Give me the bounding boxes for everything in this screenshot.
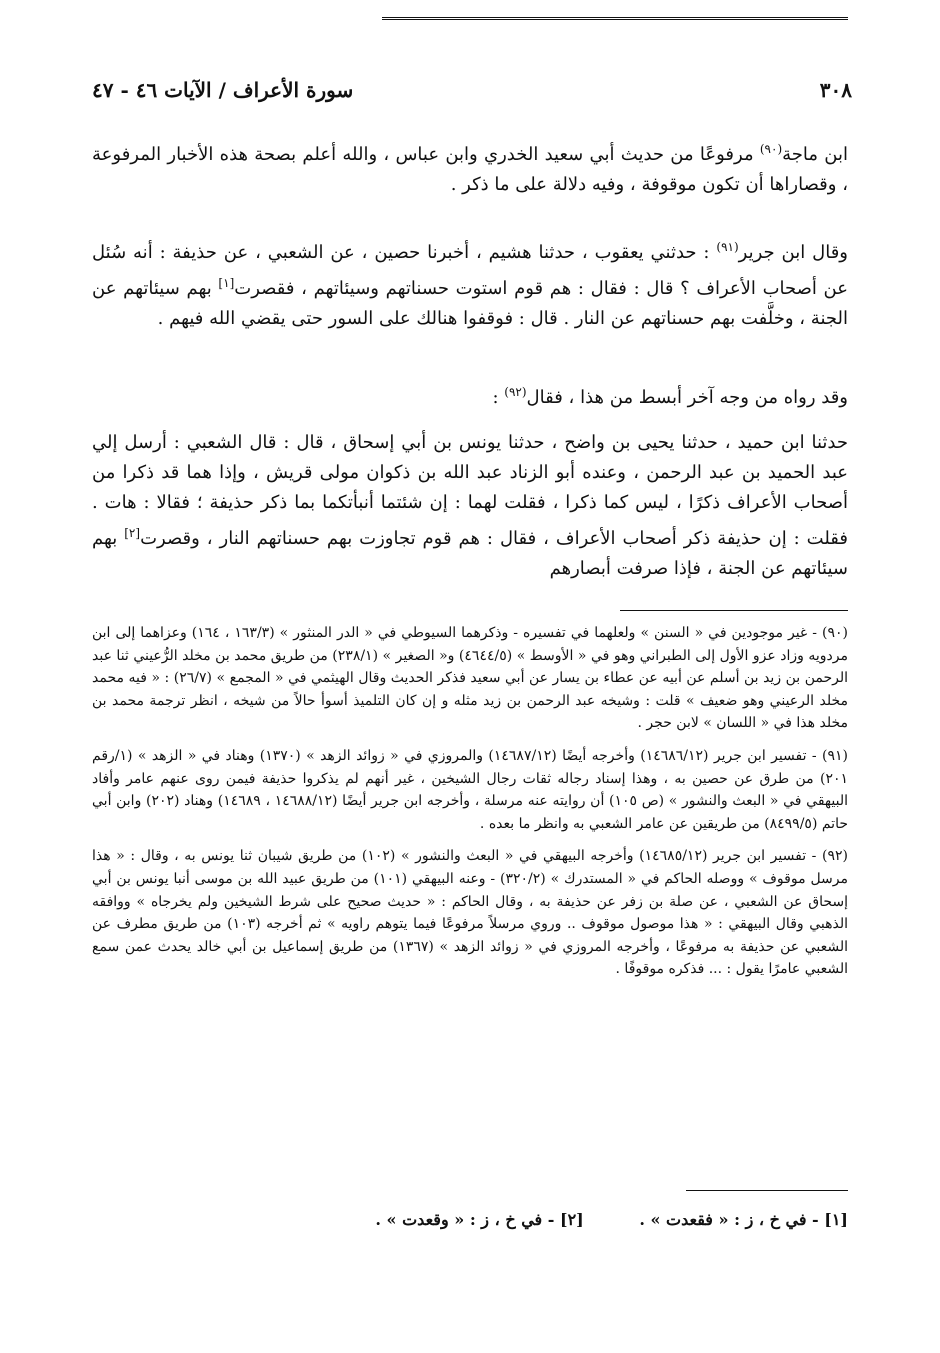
body-paragraph-2: [92, 232, 848, 334]
para-text: ابن ماجة: [782, 144, 848, 165]
variant-note-2: [٢] - في خ ، ز : « وقعدت » .: [375, 1210, 584, 1229]
para-text: : حدثني يعقوب ، حدثنا هشيم ، أخبرنا حصين ، عن الشعبي ، عن حذيفة : أنه سُئل عن أصحاب الأعراف ؟ قال : فقال : هم قوم استوت حسناتهم وسيئاتهم ، فقصرت: [92, 242, 849, 299]
body-paragraph-4: [92, 428, 848, 584]
footnote-marker: (٩٢): [504, 385, 527, 399]
variant-marker: [١]: [218, 276, 235, 290]
para-text: بهم سيئاتهم عن الجنة ، وخلَّفت بهم حسناتهم عن النار . قال : فوقفوا هنالك على السور حتى يقضي الله فيهم .: [92, 278, 848, 329]
footnote-marker: (٩٠): [759, 142, 783, 156]
header-double-rule: [382, 17, 848, 20]
page-number: ٣٠٨: [819, 78, 852, 102]
para-text: بهم سيئاتهم عن الجنة ، فإذا صرفت أبصارهم: [92, 528, 848, 579]
footnote-92: (٩٢) - تفسير ابن جرير (١٤٦٨٥/١٢) وأخرجه البيهقي في « البعث والنشور » (١٠٢) من طريق شيبان ثنا يونس به ، وقال : « هذا مرسل موقوف » ووصله الحاكم في « المستدرك » (٣٢٠/٢) - وعنه البيهقي (١٠١) من طريق عبيد الله بن موسى أنبا يونس بن أبي إسحاق عن الشعبي ، عن صلة بن زفر عن حذيفة به ، وقال الحاكم : « حديث صحيح على شرط الشيخين ولم يخرجاه » ووافقه الذهبي وقال البيهقي : « هذا موصول موقوف .. وروي مرسلاً مرفوعًا فيما يتوهم راويه » ثم أخرجه (١٠٣) من طريق مطرف عن الشعبي عن حذيفة به مرفوعًا ، وأخرجه المروزي في « زوائد الزهد » (١٣٦٧) من طريق إسماعيل بن أبي خالد يحدث عمن سمع الشعبي عامرًا يقول : ... فذكره موقوفًا .: [92, 848, 849, 978]
body-paragraph-3: [92, 377, 848, 413]
running-title: سورة الأعراف / الآيات ٤٦ - ٤٧: [92, 78, 354, 102]
para-text: مرفوعًا من حديث أبي سعيد الخدري وابن عباس ، والله أعلم بصحة هذه الأخبار المرفوعة ، وقصاراها أن تكون موقوفة ، وفيه دلالة على ما ذكر .: [92, 144, 848, 195]
para-text: وقد رواه من وجه آخر أبسط من هذا ، فقال: [526, 387, 848, 408]
para-text: وقال ابن جرير: [738, 242, 848, 263]
para-text: :: [492, 387, 505, 408]
footnote-marker: (٩١): [716, 240, 739, 254]
variant-note-1: [١] - في خ ، ز : « فقعدت » .: [639, 1210, 848, 1229]
footnote-90: (٩٠) - غير موجودين في « السنن » ولعلهما في تفسيره - وذكرهما السيوطي في « الدر المنثور » (١٦٣/٣ ، ١٦٤) وعزاهما إلى ابن مردويه وزاد عزو الأول إلى الطبراني وهو في « الأوسط » (٤٦٤٤/٥) و« الصغير » (٢٣٨/١) من طريق محمد بن مخلد الرُّعيني ثنا عبد الرحمن بن زيد بن أسلم عن أبيه عن عطاء بن يسار عن أبي سعيد فذكر الحديث وقال الهيثمي في « المجمع » (٢٦/٧) : « فيه محمد مخلد الرعيني وهو ضعيف » قلت : وشيخه عبد الرحمن بن زيد مثله و إن كان التلميذ أسوأ حالاً من شيخه ، انظر ترجمة محمد بن مخلد هذا في « اللسان » لابن حجر .: [92, 625, 848, 732]
footnotes-section: [92, 622, 848, 991]
manuscript-variants: [92, 1210, 848, 1229]
page-header: [92, 78, 852, 114]
variant-marker: [٢]: [124, 526, 141, 540]
body-paragraph-1: [92, 134, 848, 200]
variants-separator: [686, 1190, 848, 1191]
para-text: حدثنا ابن حميد ، حدثنا يحيى بن واضح ، حدثنا يونس بن أبي إسحاق ، قال : قال الشعبي : أرسل إلي عبد الحميد بن عبد الرحمن ، وعنده أبو الزناد عبد الله بن ذكوان مولى قريش ، وإذا هما قد ذكرا من أصحاب الأعراف ذكرًا ، ليس كما ذكرا ، فقلت لهما : إن شئتما أنبأتكما بما ذكر حذيفة ؛ فقالا : هات . فقلت : إن حذيفة ذكر أصحاب الأعراف ، فقال : هم قوم تجاوزت بهم حسناتهم النار ، وقصرت: [92, 432, 848, 549]
footnote-91: (٩١) - تفسير ابن جرير (١٤٦٨٦/١٢) وأخرجه أيضًا (١٤٦٨٧/١٢) والمروزي في « زوائد الزهد » (١٣٧٠) وهناد في « الزهد » (١/رقم ٢٠١) من طرق عن حصين به ، وهذا إسناد رجاله ثقات رجال الشيخين ، غير أنهم لم يذكروا حذيفة فيمن روى عنهم عامر وأفاد البيهقي في « البعث والنشور » (ص ١٠٥) أن روايته عنه مرسلة ، وأخرجه ابن جرير أيضًا (١٤٦٨٨/١٢ ، ١٤٦٨٩) وهناد (٢٠٢) وابن أبي حاتم (٨٤٩٩/٥) من طريقين عن عامر الشعبي به وانظر ما بعده .: [92, 747, 848, 832]
footnotes-separator: [620, 610, 848, 611]
